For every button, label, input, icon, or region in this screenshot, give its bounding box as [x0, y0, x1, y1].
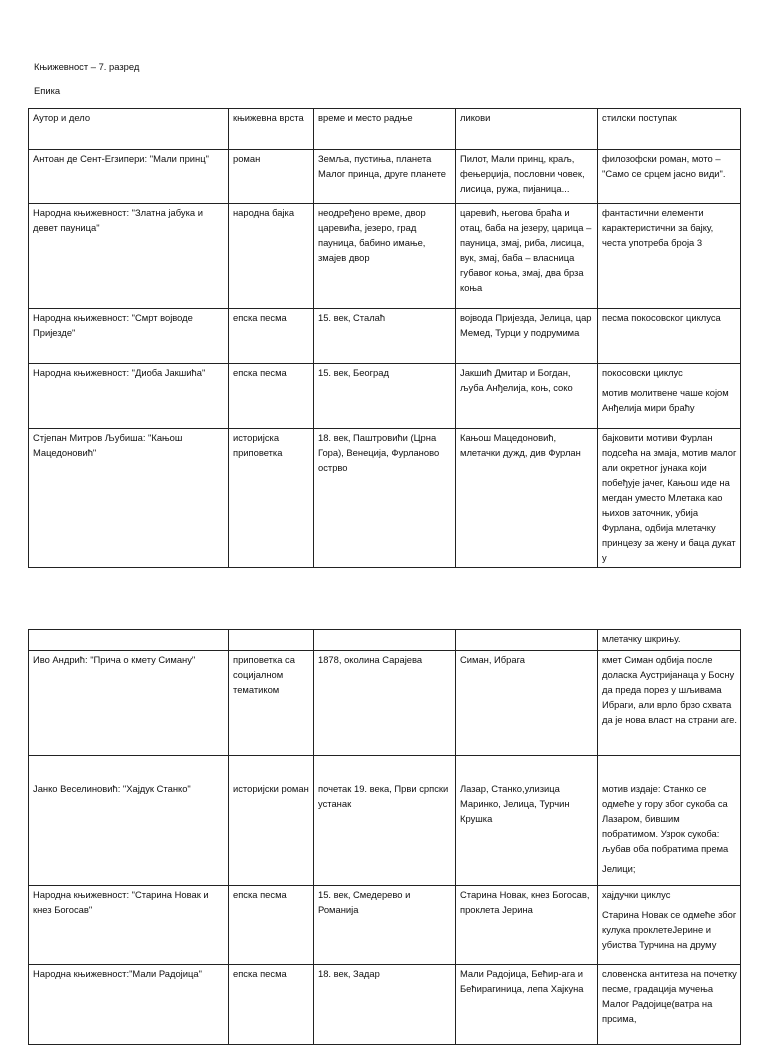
cell-author-work: Иво Андрић: "Прича о кмету Симану": [29, 651, 229, 756]
cell-style: [598, 886, 741, 965]
cell-author-work: Народна књижевност: "Смрт војводе Пријезде": [29, 309, 229, 364]
table-row: [29, 429, 741, 568]
table-row: [29, 965, 741, 1045]
cell-author-work: Народна књижевност:"Мали Радојица": [29, 965, 229, 1045]
cell-time-place: 18. век, Задар: [314, 965, 456, 1045]
cell-characters: војвода Пријезда, Јелица, цар Мемед, Турци у подрумима: [456, 309, 598, 364]
cell-genre: епска песма: [229, 364, 314, 429]
table-row: [29, 204, 741, 309]
style-text: бајковити мотиви Фурлан подсећа на змаја, мотив малог али окретног јунака који побеђује јачег, Кањош иде на мегдан уместо Млетака као њихов заточник, убија Фурлана, одбија млетачку принцезу за жену и баца дукат у: [602, 432, 737, 563]
style-line: хајдучки циклус: [602, 889, 671, 900]
cell-style: [598, 756, 741, 886]
cell-time-place: Земља, пустиња, планета Малог принца, друге планете: [314, 150, 456, 204]
cell-time-place: почетак 19. века, Први српски устанак: [314, 756, 456, 886]
cell-genre: историјски роман: [229, 756, 314, 886]
cell-genre: историјска приповетка: [229, 429, 314, 568]
cell-time-place: неодређено време, двор царевића, језеро, град пауница, бабино имање, змајев двор: [314, 204, 456, 309]
cell-author-work: Народна књижевност: "Златна јабука и девет пауница": [29, 204, 229, 309]
cell-style: [598, 429, 741, 568]
cell-time-place: 15. век, Београд: [314, 364, 456, 429]
cell-time-place: 15. век, Смедерево и Романија: [314, 886, 456, 965]
cell-time-place: 18. век, Паштровићи (Црна Гора), Венеција, Фурланово острво: [314, 429, 456, 568]
cell-characters: Јакшић Дмитар и Богдан, љуба Анђелија, коњ, соко: [456, 364, 598, 429]
section-title: Епика: [34, 85, 61, 96]
cell-characters: Пилот, Мали принц, краљ, фењерџија, пословни човек, лисица, ружа, пијаница...: [456, 150, 598, 204]
cell-author-work: Антоан де Сент-Егзипери: "Мали принц": [29, 150, 229, 204]
cell-empty: [456, 630, 598, 651]
cell-characters: Лазар, Станко,улизица Маринко, Јелица, Турчин Крушка: [456, 756, 598, 886]
literature-table: [28, 108, 741, 568]
style-line: Јелици;: [602, 863, 636, 874]
table-row: [29, 364, 741, 429]
cell-style: фантастични елементи карактеристични за бајку, честа употреба броја 3: [598, 204, 741, 309]
cell-characters: Мали Радојица, Бећир-ага и Бећирагиница, лепа Хајкуна: [456, 965, 598, 1045]
table-row: [29, 309, 741, 364]
cell-characters: Кањош Мацедоновић, млетачки дужд, див Фурлан: [456, 429, 598, 568]
table-row: [29, 886, 741, 965]
header-style: стилски поступак: [598, 109, 741, 150]
cell-characters: царевић, његова браћа и отац, баба на језеру, царица –пауница, змај, риба, лисица, вук, змај, баба – власница губавог коња, змај, два брза коња: [456, 204, 598, 309]
cell-genre: епска песма: [229, 309, 314, 364]
cell-author-work: Стјепан Митров Љубиша: "Кањош Мацедоновић": [29, 429, 229, 568]
cell-style: млетачку шкрињу.: [598, 630, 741, 651]
cell-style: песма покосовског циклуса: [598, 309, 741, 364]
cell-style: кмет Симан одбија после доласка Аустријанаца у Босну да преда порез у шљивама Ибраги, али врло брзо схвата да је нова власт на страни аге.: [598, 651, 741, 756]
cell-style: [598, 364, 741, 429]
table-row: [29, 651, 741, 756]
header-genre: књижевна врста: [229, 109, 314, 150]
cell-characters: Симан, Ибрага: [456, 651, 598, 756]
table-row: [29, 756, 741, 886]
cell-author-work: Народна књижевност: "Диоба Јакшића": [29, 364, 229, 429]
cell-style: филозофски роман, мото – "Само се срцем јасно види".: [598, 150, 741, 204]
header-author-work: Аутор и дело: [29, 109, 229, 150]
table-row: [29, 150, 741, 204]
document-title: Књижевност – 7. разред: [34, 61, 140, 72]
table-header-row: [29, 109, 741, 150]
cell-author-work: Народна књижевност: "Старина Новак и кнез Богосав": [29, 886, 229, 965]
style-line: покосовски циклус: [602, 367, 683, 378]
cell-genre: народна бајка: [229, 204, 314, 309]
cell-empty: [314, 630, 456, 651]
literature-table-continued: [28, 629, 741, 1045]
cell-genre: епска песма: [229, 965, 314, 1045]
style-line: мотив молитвене чаше којом Анђелија мири браћу: [602, 387, 729, 413]
header-characters: ликови: [456, 109, 598, 150]
cell-empty: [229, 630, 314, 651]
header-time-place: време и место радње: [314, 109, 456, 150]
cell-author-work: Јанко Веселиновић: "Хајдук Станко": [29, 756, 229, 886]
cell-genre: приповетка са социјалном тематиком: [229, 651, 314, 756]
cell-time-place: 15. век, Сталаћ: [314, 309, 456, 364]
table-row-continuation: [29, 630, 741, 651]
cell-genre: епска песма: [229, 886, 314, 965]
style-line: Старина Новак се одмеће због кулука проклетеЈерине и убиства Турчина на друму: [602, 909, 737, 950]
cell-empty: [29, 630, 229, 651]
style-line: мотив издаје: Станко се одмеће у гору због сукоба са Лазаром, бившим побратимом. Узрок сукоба: љубав оба побратима према: [602, 783, 729, 854]
cell-style: словенска антитеза на почетку песме, градација мучења Малог Радојице(ватра на прсима,: [598, 965, 741, 1045]
cell-genre: роман: [229, 150, 314, 204]
cell-characters: Старина Новак, кнез Богосав, проклета Јерина: [456, 886, 598, 965]
cell-time-place: 1878, околина Сарајева: [314, 651, 456, 756]
